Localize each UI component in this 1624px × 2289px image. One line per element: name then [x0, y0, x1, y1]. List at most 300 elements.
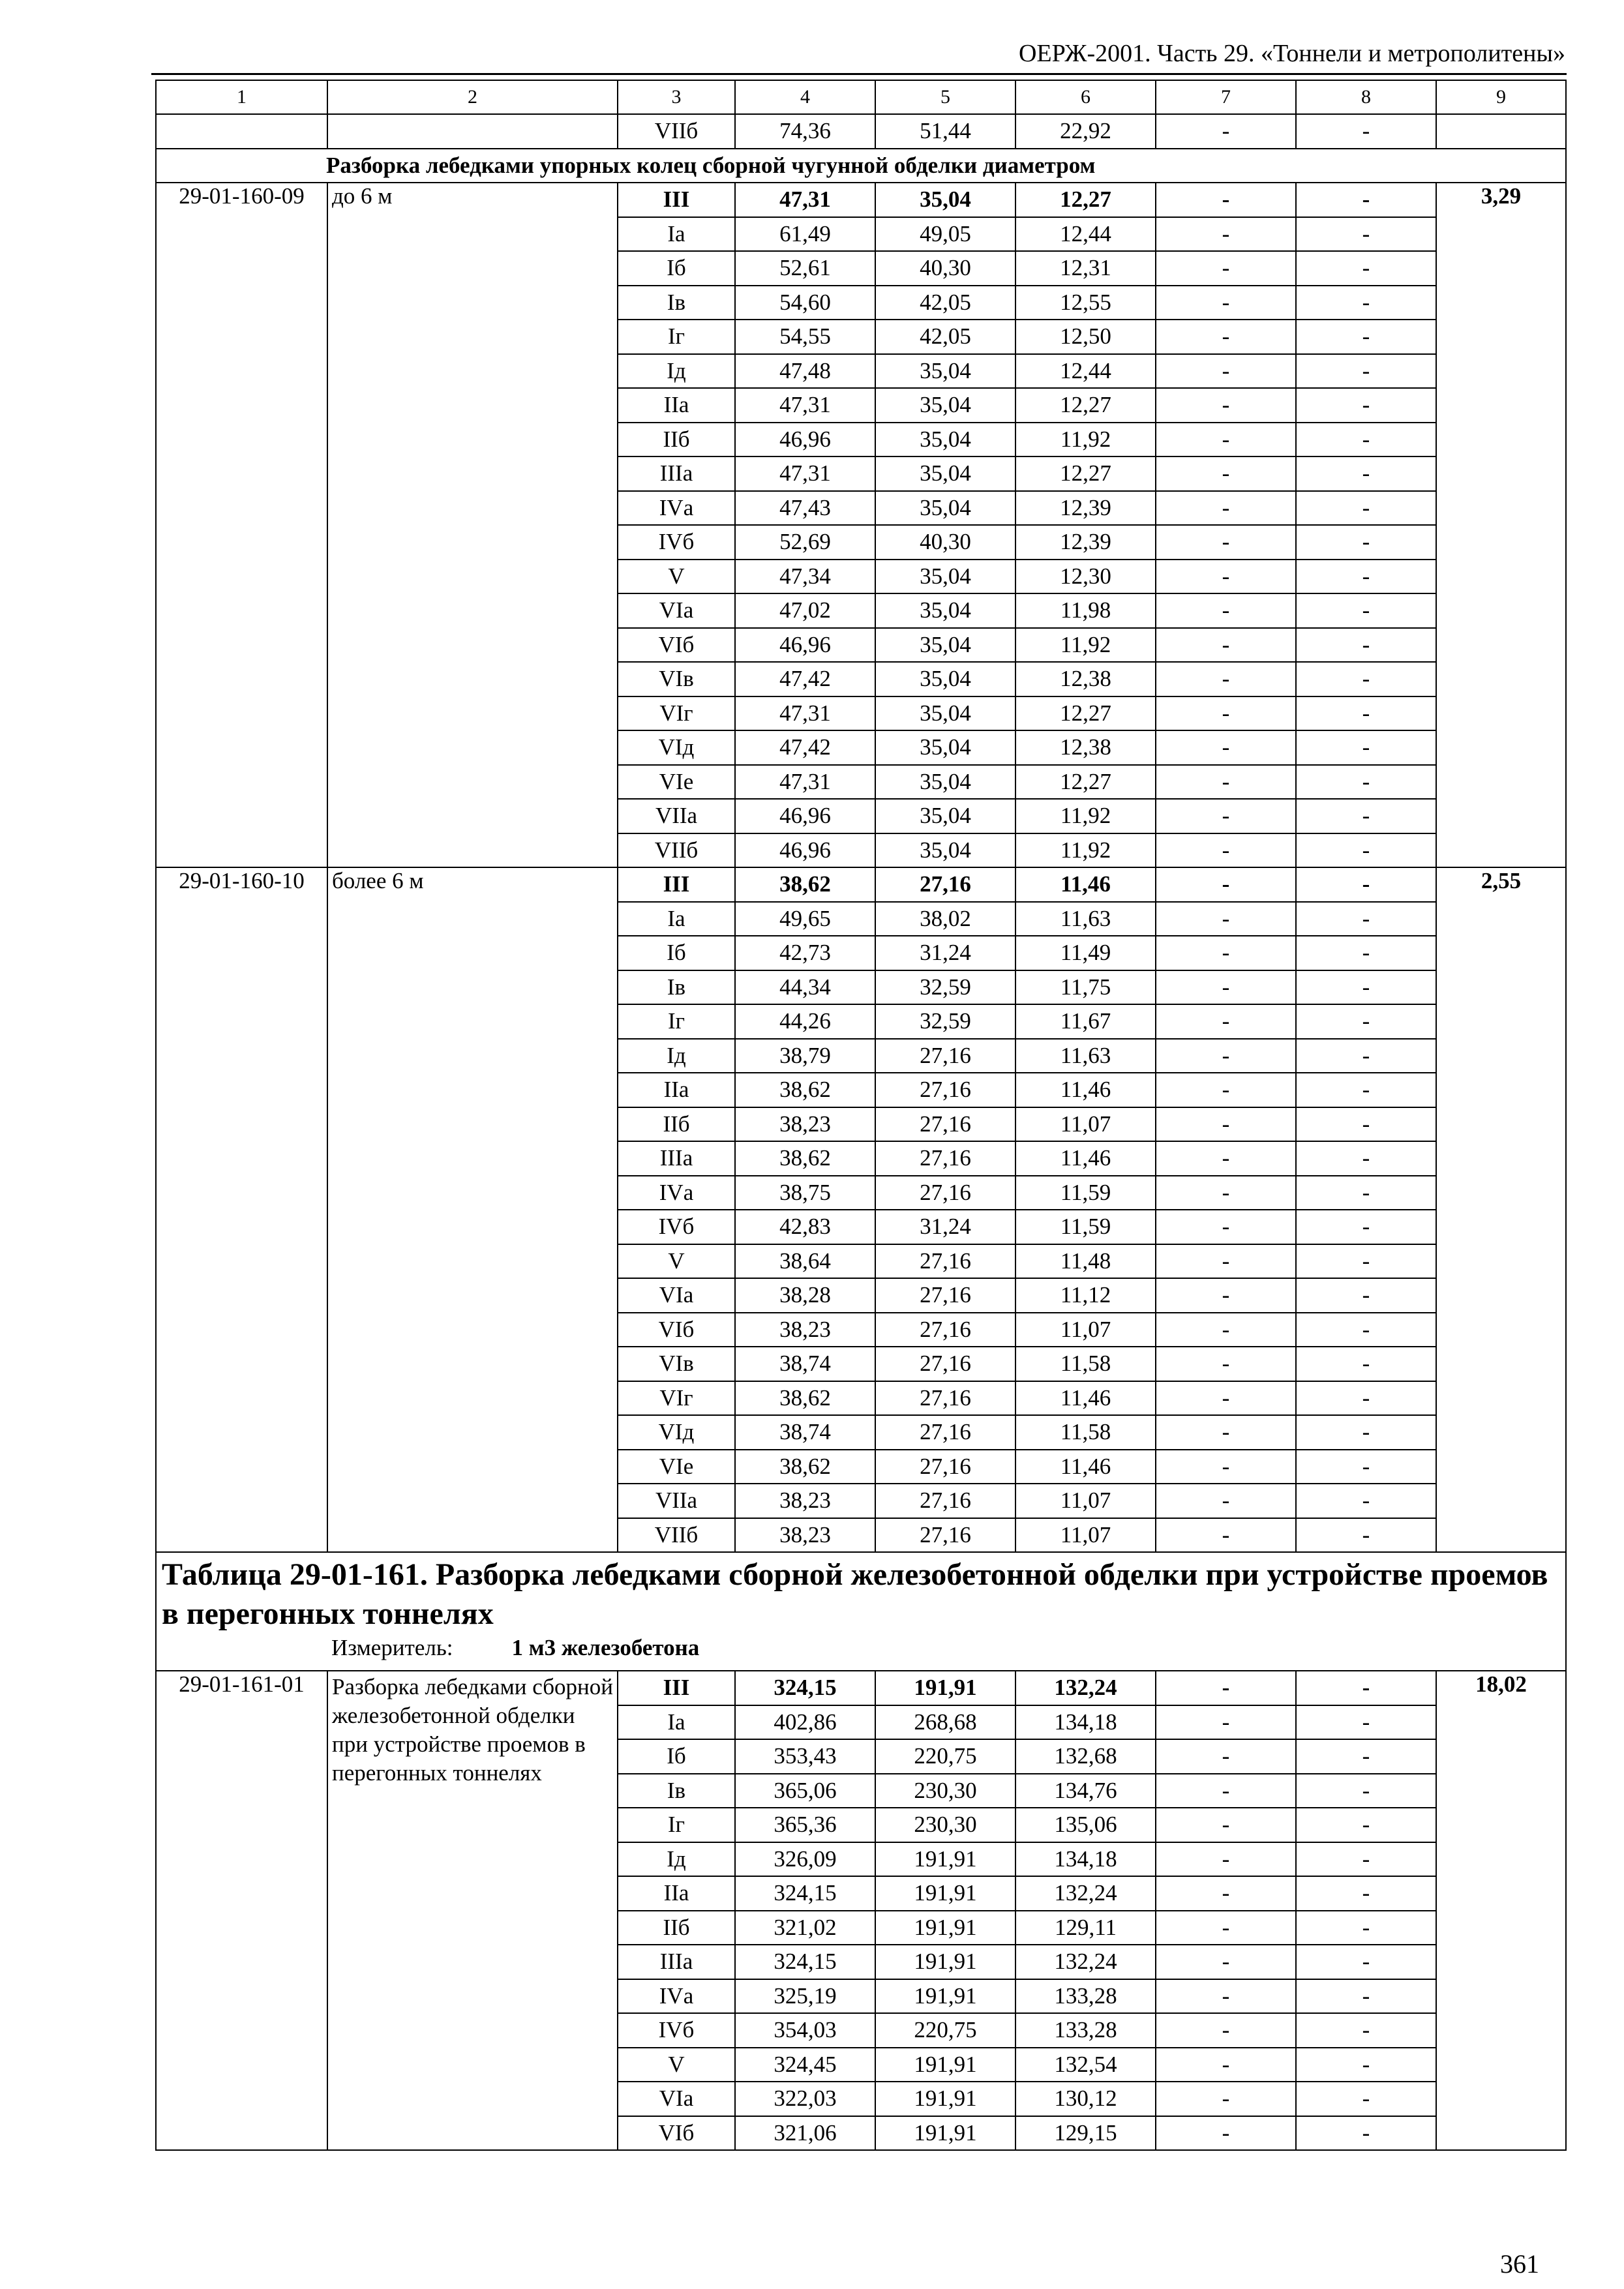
value-cell: 191,91	[875, 2048, 1015, 2082]
value-cell: 326,09	[735, 1842, 875, 1877]
value-cell: 11,92	[1015, 628, 1156, 663]
value-cell: 11,46	[1015, 1141, 1156, 1176]
class-cell: Iг	[618, 320, 735, 354]
column-number-row	[156, 80, 1566, 114]
value-cell: 38,23	[735, 1484, 875, 1518]
value-cell: 38,23	[735, 1313, 875, 1347]
class-cell: Iб	[618, 936, 735, 970]
class-cell: VIв	[618, 662, 735, 696]
value-cell: -	[1296, 936, 1436, 970]
value-cell: -	[1296, 1313, 1436, 1347]
class-cell: Iд	[618, 354, 735, 389]
value-cell: -	[1156, 1313, 1296, 1347]
value-cell: -	[1156, 286, 1296, 320]
value-cell: -	[1156, 730, 1296, 765]
section-heading: Разборка лебедками упорных колец сборной чугунной обделки диаметром	[156, 149, 1566, 183]
value-cell: 54,60	[735, 286, 875, 320]
class-cell: Iб	[618, 1739, 735, 1774]
value-cell: 11,07	[1015, 1518, 1156, 1553]
description-cell: Разборка лебедками сборной железобетонной обделки при устройстве проемов в перегонных тоннелях	[327, 1671, 618, 2150]
class-cell: VIе	[618, 1450, 735, 1484]
value-cell: -	[1156, 354, 1296, 389]
class-cell: IVа	[618, 491, 735, 526]
class-cell: IIб	[618, 1911, 735, 1945]
value-cell: 27,16	[875, 1107, 1015, 1142]
value-cell: -	[1156, 560, 1296, 594]
value-cell: 35,04	[875, 696, 1015, 731]
value-cell: 38,75	[735, 1176, 875, 1210]
value-cell: 42,83	[735, 1210, 875, 1244]
table-caption-row	[156, 1552, 1566, 1671]
page-number: 361	[1500, 2249, 1539, 2279]
class-cell: III	[618, 183, 735, 217]
value-cell: -	[1156, 423, 1296, 457]
value-cell: -	[1156, 593, 1296, 628]
value-cell: -	[1296, 1415, 1436, 1450]
class-cell: IIа	[618, 388, 735, 423]
class-cell: VIб	[618, 1313, 735, 1347]
value-cell: -	[1156, 217, 1296, 252]
value-cell: -	[1156, 1808, 1296, 1842]
value-cell: 49,05	[875, 217, 1015, 252]
class-cell: IVа	[618, 1979, 735, 2014]
description-cell	[327, 114, 618, 149]
value-cell: -	[1296, 1107, 1436, 1142]
value-cell: 11,46	[1015, 867, 1156, 902]
value-cell: 27,16	[875, 1073, 1015, 1107]
class-cell: Iв	[618, 970, 735, 1005]
value-cell: -	[1156, 1073, 1296, 1107]
code-cell: 29-01-160-09	[156, 183, 327, 867]
value-cell: 40,30	[875, 525, 1015, 560]
class-cell: IVб	[618, 525, 735, 560]
value-cell: -	[1296, 1347, 1436, 1381]
value-cell: -	[1156, 1671, 1296, 1705]
class-cell: Iа	[618, 1705, 735, 1740]
class-cell: VIб	[618, 2116, 735, 2151]
value-cell: -	[1296, 628, 1436, 663]
value-cell: -	[1296, 183, 1436, 217]
table-caption	[156, 1552, 1566, 1671]
value-cell: 35,04	[875, 491, 1015, 526]
value-cell: -	[1156, 456, 1296, 491]
value-cell: -	[1296, 2048, 1436, 2082]
value-cell: 11,59	[1015, 1210, 1156, 1244]
value-cell: 42,73	[735, 936, 875, 970]
value-cell: -	[1296, 1210, 1436, 1244]
value-cell: 321,02	[735, 1911, 875, 1945]
value-cell: 35,04	[875, 354, 1015, 389]
value-cell	[1436, 114, 1566, 149]
class-cell: IIIа	[618, 456, 735, 491]
value-cell: 130,12	[1015, 2082, 1156, 2116]
value-cell: -	[1156, 2048, 1296, 2082]
class-cell: Iв	[618, 286, 735, 320]
value-cell: 32,59	[875, 1004, 1015, 1039]
value-cell: -	[1296, 1484, 1436, 1518]
value-cell: 42,05	[875, 286, 1015, 320]
value-cell: -	[1156, 1484, 1296, 1518]
value-cell: 12,27	[1015, 183, 1156, 217]
value-cell: 12,27	[1015, 388, 1156, 423]
value-cell: -	[1156, 1107, 1296, 1142]
header-divider	[151, 73, 1567, 75]
value-cell: 191,91	[875, 1945, 1015, 1979]
value-cell: 44,34	[735, 970, 875, 1005]
value-cell: -	[1296, 1141, 1436, 1176]
class-cell: IIа	[618, 1876, 735, 1911]
value-cell: 191,91	[875, 1911, 1015, 1945]
value-cell: -	[1156, 1518, 1296, 1553]
value-cell: -	[1296, 867, 1436, 902]
value-cell: 27,16	[875, 1381, 1015, 1416]
value-cell: 35,04	[875, 593, 1015, 628]
value-cell: 324,45	[735, 2048, 875, 2082]
value-cell: 38,62	[735, 1450, 875, 1484]
value-cell: -	[1156, 1347, 1296, 1381]
value-cell: 38,79	[735, 1039, 875, 1073]
value-cell: 12,27	[1015, 696, 1156, 731]
value-cell: 365,36	[735, 1808, 875, 1842]
class-cell: III	[618, 1671, 735, 1705]
class-cell: VIа	[618, 2082, 735, 2116]
value-cell: -	[1156, 251, 1296, 286]
value-cell: 74,36	[735, 114, 875, 149]
class-cell: III	[618, 867, 735, 902]
value-cell: -	[1296, 1945, 1436, 1979]
value-cell: -	[1296, 1808, 1436, 1842]
price-table	[155, 80, 1567, 2151]
value-cell: 220,75	[875, 2013, 1015, 2048]
value-cell: -	[1156, 525, 1296, 560]
value-cell: 132,54	[1015, 2048, 1156, 2082]
value-cell: -	[1156, 114, 1296, 149]
value-cell: 38,02	[875, 902, 1015, 936]
value-cell: -	[1296, 1450, 1436, 1484]
value-cell: 35,04	[875, 730, 1015, 765]
value-cell: -	[1296, 1979, 1436, 2014]
class-cell: VIIа	[618, 1484, 735, 1518]
section-heading-row	[156, 149, 1566, 183]
code-cell	[156, 114, 327, 149]
value-cell: 38,28	[735, 1278, 875, 1313]
value-cell: 47,02	[735, 593, 875, 628]
value-cell: 132,68	[1015, 1739, 1156, 1774]
class-cell: IIа	[618, 1073, 735, 1107]
class-cell: IIб	[618, 1107, 735, 1142]
value-cell: -	[1296, 593, 1436, 628]
measure-unit: 1 м3 железобетона	[511, 1635, 700, 1660]
value-cell: 35,04	[875, 765, 1015, 800]
value-cell: 11,07	[1015, 1313, 1156, 1347]
value-cell: 11,63	[1015, 1039, 1156, 1073]
value-cell: 47,42	[735, 662, 875, 696]
class-cell: Iб	[618, 251, 735, 286]
price-table-body	[156, 80, 1566, 2150]
value-cell: 38,23	[735, 1107, 875, 1142]
value-cell: -	[1296, 560, 1436, 594]
table-row	[156, 1671, 1566, 1705]
value-cell: 133,28	[1015, 2013, 1156, 2048]
value-cell: 365,06	[735, 1774, 875, 1808]
value-cell: 12,50	[1015, 320, 1156, 354]
value-cell: 47,31	[735, 388, 875, 423]
measure-label: Измеритель:	[331, 1635, 453, 1660]
value-cell: -	[1156, 183, 1296, 217]
value-cell: 12,38	[1015, 730, 1156, 765]
value-cell: -	[1156, 970, 1296, 1005]
value-cell: 191,91	[875, 1876, 1015, 1911]
value-cell: 31,24	[875, 936, 1015, 970]
value-cell: -	[1296, 286, 1436, 320]
column-number: 7	[1156, 80, 1296, 114]
value-cell: 322,03	[735, 2082, 875, 2116]
value-cell: 11,46	[1015, 1450, 1156, 1484]
value-cell: 11,48	[1015, 1244, 1156, 1279]
value-cell: 32,59	[875, 970, 1015, 1005]
value-cell: 191,91	[875, 1979, 1015, 2014]
value-cell: -	[1156, 1210, 1296, 1244]
value-cell: 132,24	[1015, 1671, 1156, 1705]
value-cell: 324,15	[735, 1671, 875, 1705]
value-cell: 11,98	[1015, 593, 1156, 628]
value-cell: 47,31	[735, 456, 875, 491]
class-cell: IVб	[618, 2013, 735, 2048]
value-cell: 47,31	[735, 765, 875, 800]
value-cell: 11,92	[1015, 799, 1156, 833]
value-cell: 31,24	[875, 1210, 1015, 1244]
value-cell: 35,04	[875, 662, 1015, 696]
value-cell: 52,61	[735, 251, 875, 286]
value-cell: -	[1156, 1450, 1296, 1484]
class-cell: VIд	[618, 730, 735, 765]
value-cell: 27,16	[875, 1518, 1015, 1553]
value-cell: -	[1156, 491, 1296, 526]
code-cell: 29-01-160-10	[156, 867, 327, 1552]
value-cell: 27,16	[875, 1347, 1015, 1381]
class-cell: IIIа	[618, 1141, 735, 1176]
value-cell: 27,16	[875, 1141, 1015, 1176]
class-cell: V	[618, 1244, 735, 1279]
value-cell: 12,44	[1015, 354, 1156, 389]
class-cell: VIг	[618, 1381, 735, 1416]
value-cell: -	[1296, 1911, 1436, 1945]
value-cell: 38,62	[735, 1073, 875, 1107]
class-cell: IVб	[618, 1210, 735, 1244]
class-cell: Iа	[618, 217, 735, 252]
value-cell: 11,46	[1015, 1073, 1156, 1107]
value-cell: -	[1296, 902, 1436, 936]
value-cell: -	[1156, 628, 1296, 663]
value-cell: 11,07	[1015, 1484, 1156, 1518]
value-cell: -	[1156, 1244, 1296, 1279]
value-cell: 49,65	[735, 902, 875, 936]
class-cell: V	[618, 560, 735, 594]
value-cell: -	[1156, 1381, 1296, 1416]
value-cell: -	[1156, 1842, 1296, 1877]
column-number: 9	[1436, 80, 1566, 114]
value-cell: -	[1296, 2082, 1436, 2116]
value-cell: 35,04	[875, 560, 1015, 594]
value-cell: -	[1156, 696, 1296, 731]
value-cell: 12,30	[1015, 560, 1156, 594]
value-cell: -	[1296, 1876, 1436, 1911]
value-cell: -	[1296, 251, 1436, 286]
value-cell: 12,39	[1015, 491, 1156, 526]
value-cell: 35,04	[875, 799, 1015, 833]
value-cell: 12,27	[1015, 456, 1156, 491]
column-number: 4	[735, 80, 875, 114]
class-cell: VIг	[618, 696, 735, 731]
value-cell: 11,07	[1015, 1107, 1156, 1142]
value-cell: -	[1156, 799, 1296, 833]
value-cell: 51,44	[875, 114, 1015, 149]
value-cell: 324,15	[735, 1876, 875, 1911]
value-cell: 220,75	[875, 1739, 1015, 1774]
value-cell: 38,23	[735, 1518, 875, 1553]
value-cell: -	[1296, 354, 1436, 389]
value-cell: 27,16	[875, 1039, 1015, 1073]
class-cell: IVа	[618, 1176, 735, 1210]
value-cell: 38,74	[735, 1415, 875, 1450]
value-cell: 11,58	[1015, 1347, 1156, 1381]
class-cell: VIIб	[618, 1518, 735, 1553]
value-cell: -	[1296, 799, 1436, 833]
value-cell: 47,31	[735, 183, 875, 217]
value-cell: 353,43	[735, 1739, 875, 1774]
value-cell: 18,02	[1436, 1671, 1566, 2150]
value-cell: 402,86	[735, 1705, 875, 1740]
value-cell: 11,63	[1015, 902, 1156, 936]
value-cell: -	[1296, 423, 1436, 457]
value-cell: -	[1296, 1004, 1436, 1039]
code-cell: 29-01-161-01	[156, 1671, 327, 2150]
value-cell: -	[1156, 1945, 1296, 1979]
value-cell: 46,96	[735, 423, 875, 457]
value-cell: -	[1296, 833, 1436, 868]
value-cell: 46,96	[735, 628, 875, 663]
value-cell: -	[1156, 1911, 1296, 1945]
class-cell: IIб	[618, 423, 735, 457]
class-cell: VIе	[618, 765, 735, 800]
value-cell: -	[1156, 1039, 1296, 1073]
value-cell: -	[1296, 2116, 1436, 2151]
value-cell: -	[1296, 388, 1436, 423]
value-cell: 2,55	[1436, 867, 1566, 1552]
value-cell: 27,16	[875, 1244, 1015, 1279]
value-cell: -	[1156, 1705, 1296, 1740]
value-cell: -	[1156, 833, 1296, 868]
column-number: 6	[1015, 80, 1156, 114]
value-cell: 132,24	[1015, 1876, 1156, 1911]
value-cell: 12,39	[1015, 525, 1156, 560]
value-cell: -	[1156, 1141, 1296, 1176]
value-cell: -	[1296, 970, 1436, 1005]
value-cell: -	[1296, 1774, 1436, 1808]
table-row	[156, 183, 1566, 217]
value-cell: -	[1296, 1671, 1436, 1705]
value-cell: -	[1156, 320, 1296, 354]
value-cell: 27,16	[875, 1450, 1015, 1484]
value-cell: -	[1296, 2013, 1436, 2048]
value-cell: 22,92	[1015, 114, 1156, 149]
value-cell: -	[1156, 662, 1296, 696]
value-cell: 52,69	[735, 525, 875, 560]
value-cell: -	[1156, 2116, 1296, 2151]
value-cell: -	[1296, 1244, 1436, 1279]
value-cell: 12,44	[1015, 217, 1156, 252]
value-cell: 129,11	[1015, 1911, 1156, 1945]
value-cell: 47,34	[735, 560, 875, 594]
value-cell: -	[1156, 388, 1296, 423]
value-cell: -	[1156, 765, 1296, 800]
value-cell: 27,16	[875, 1278, 1015, 1313]
value-cell: 47,31	[735, 696, 875, 731]
value-cell: 134,76	[1015, 1774, 1156, 1808]
value-cell: -	[1296, 730, 1436, 765]
value-cell: 40,30	[875, 251, 1015, 286]
value-cell: 132,24	[1015, 1945, 1156, 1979]
value-cell: -	[1296, 1739, 1436, 1774]
table-row	[156, 867, 1566, 902]
value-cell: 11,12	[1015, 1278, 1156, 1313]
value-cell: 38,62	[735, 867, 875, 902]
value-cell: 44,26	[735, 1004, 875, 1039]
class-cell: Iг	[618, 1808, 735, 1842]
value-cell: 27,16	[875, 867, 1015, 902]
class-cell: VIа	[618, 593, 735, 628]
value-cell: 35,04	[875, 456, 1015, 491]
value-cell: -	[1296, 114, 1436, 149]
description-cell: более 6 м	[327, 867, 618, 1552]
value-cell: 11,92	[1015, 423, 1156, 457]
value-cell: 133,28	[1015, 1979, 1156, 2014]
value-cell: -	[1156, 1739, 1296, 1774]
value-cell: -	[1156, 1774, 1296, 1808]
value-cell: 354,03	[735, 2013, 875, 2048]
value-cell: 12,55	[1015, 286, 1156, 320]
value-cell: 47,43	[735, 491, 875, 526]
value-cell: -	[1296, 765, 1436, 800]
value-cell: 38,74	[735, 1347, 875, 1381]
value-cell: 11,46	[1015, 1381, 1156, 1416]
value-cell: -	[1156, 1876, 1296, 1911]
value-cell: 47,48	[735, 354, 875, 389]
value-cell: 27,16	[875, 1176, 1015, 1210]
value-cell: -	[1156, 1176, 1296, 1210]
value-cell: 47,42	[735, 730, 875, 765]
value-cell: -	[1156, 867, 1296, 902]
value-cell: 35,04	[875, 388, 1015, 423]
value-cell: -	[1156, 936, 1296, 970]
class-cell: VIв	[618, 1347, 735, 1381]
value-cell: 230,30	[875, 1774, 1015, 1808]
value-cell: -	[1296, 696, 1436, 731]
value-cell: -	[1296, 1039, 1436, 1073]
value-cell: -	[1296, 320, 1436, 354]
class-cell: IIIа	[618, 1945, 735, 1979]
value-cell: 38,62	[735, 1381, 875, 1416]
value-cell: -	[1296, 1705, 1436, 1740]
value-cell: 11,59	[1015, 1176, 1156, 1210]
description-cell: до 6 м	[327, 183, 618, 867]
class-cell: VIIб	[618, 833, 735, 868]
value-cell: 321,06	[735, 2116, 875, 2151]
class-cell: Iд	[618, 1842, 735, 1877]
value-cell: 27,16	[875, 1313, 1015, 1347]
value-cell: 35,04	[875, 183, 1015, 217]
class-cell: V	[618, 2048, 735, 2082]
